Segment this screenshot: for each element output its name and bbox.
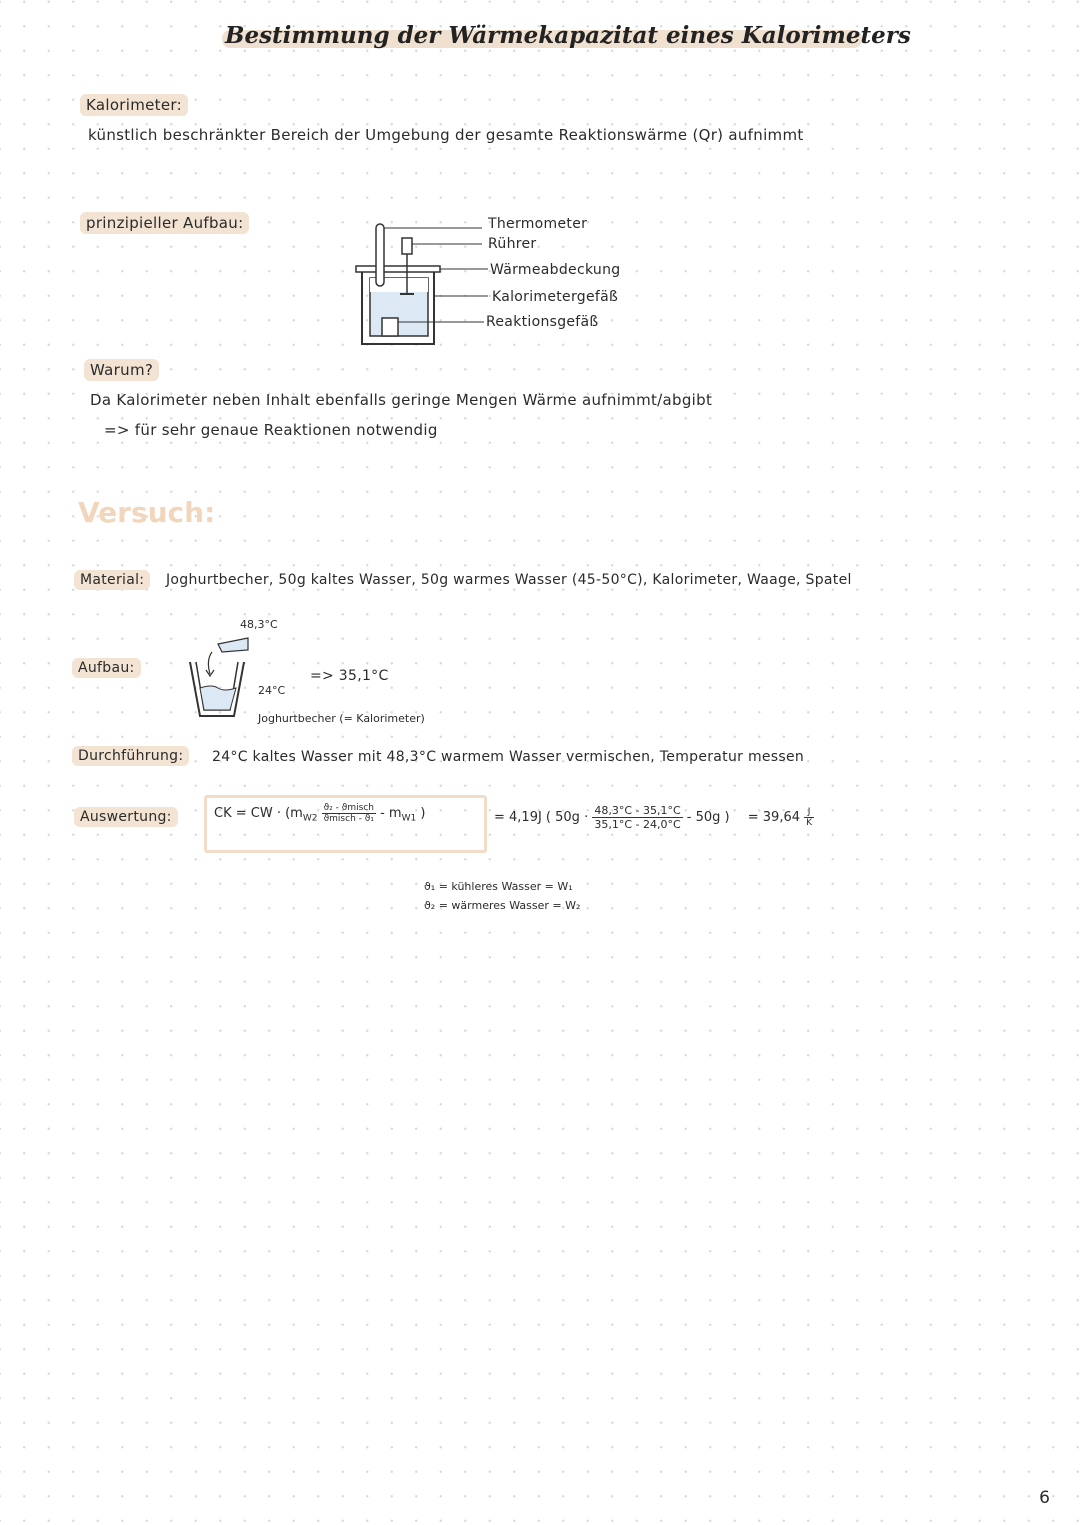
versuch-heading: Versuch:	[78, 496, 216, 529]
page-title: Bestimmung der Wärmekapazitat eines Kalorimeters	[225, 22, 911, 49]
aufbau-principle-heading: prinzipieller Aufbau:	[80, 212, 249, 234]
label-kalorimetergefaess: Kalorimetergefäß	[492, 289, 619, 305]
durchfuehrung-label: Durchführung:	[72, 746, 189, 766]
calc-unit-den: K	[806, 818, 813, 828]
cup-label: Joghurtbecher (= Kalorimeter)	[258, 712, 425, 725]
formula-minus-m-sub: W1	[401, 813, 417, 824]
formula-lhs: CK = CW · (m	[214, 806, 303, 821]
label-ruehrer: Rührer	[488, 236, 537, 252]
formula-fraction	[322, 803, 376, 824]
aufbau-label: Aufbau:	[72, 658, 141, 678]
warum-heading: Warum?	[84, 359, 159, 381]
calculation	[494, 804, 814, 831]
temp-result: => 35,1°C	[310, 668, 389, 684]
calc-unit	[804, 807, 814, 828]
kalorimeter-heading: Kalorimeter:	[80, 94, 188, 116]
formula-minus-m: - m	[380, 806, 402, 821]
legend-theta-1: ϑ₁ = kühleres Wasser = W₁	[424, 880, 573, 893]
formula-lhs-sub: W2	[302, 813, 318, 824]
calc-prefix: = 4,19J ( 50g ·	[494, 810, 589, 825]
calc-result: = 39,64	[747, 810, 801, 825]
label-waermeabdeckung: Wärmeabdeckung	[490, 262, 621, 278]
auswertung-label: Auswertung:	[74, 807, 178, 827]
calorimeter-diagram	[350, 218, 500, 348]
material-text: Joghurtbecher, 50g kaltes Wasser, 50g warmes Wasser (45-50°C), Kalorimeter, Waage, Spatel	[166, 572, 852, 588]
label-reaktionsgefaess: Reaktionsgefäß	[486, 314, 599, 330]
calc-fraction	[592, 804, 682, 831]
label-thermometer: Thermometer	[488, 216, 588, 232]
page-number: 6	[1039, 1488, 1050, 1508]
warum-line-1: Da Kalorimeter neben Inhalt ebenfalls geringe Mengen Wärme aufnimmt/abgibt	[90, 391, 713, 409]
durchfuehrung-text: 24°C kaltes Wasser mit 48,3°C warmem Wasser vermischen, Temperatur messen	[212, 749, 805, 765]
calc-unit-num: J	[804, 807, 814, 818]
legend-theta-2: ϑ₂ = wärmeres Wasser = W₂	[424, 899, 581, 912]
formula	[214, 803, 425, 824]
formula-numerator: ϑ₂ - ϑmisch	[323, 803, 374, 813]
formula-denominator: ϑmisch - ϑ₁	[323, 814, 374, 824]
calc-denominator: 35,1°C - 24,0°C	[594, 818, 681, 831]
formula-close: )	[420, 806, 426, 821]
kalorimeter-definition: künstlich beschränkter Bereich der Umgebung der gesamte Reaktionswärme (Qr) aufnimmt	[88, 126, 804, 144]
calc-numerator: 48,3°C - 35,1°C	[594, 804, 681, 817]
temp-cold-label: 24°C	[258, 684, 286, 697]
material-label: Material:	[74, 570, 150, 590]
calc-suffix: - 50g )	[686, 810, 730, 825]
warum-line-2: => für sehr genaue Reaktionen notwendig	[104, 421, 438, 439]
yoghurt-cup-diagram	[182, 630, 262, 724]
temp-warm-label: 48,3°C	[240, 618, 278, 631]
